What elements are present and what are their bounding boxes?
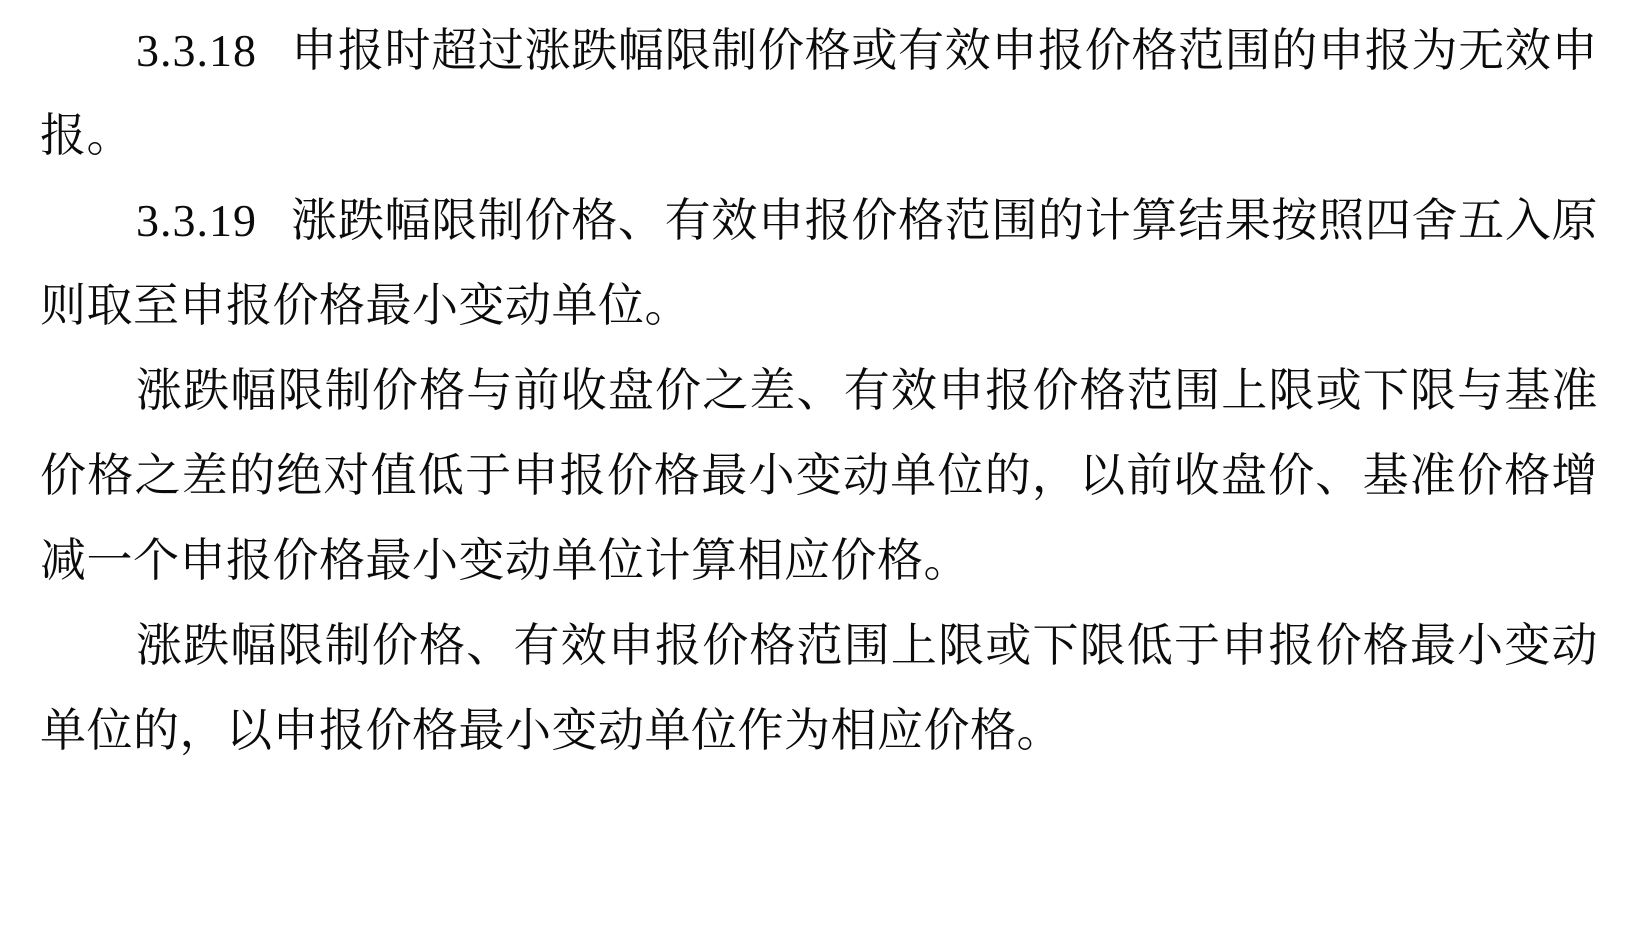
document-body: [40, 8, 1598, 773]
clause-text: 涨跌幅限制价格、有效申报价格范围的计算结果按照四舍五入原则取至申报价格最小变动单位。: [40, 193, 1598, 332]
clause-number: 3.3.18: [136, 25, 257, 76]
paragraph-3-3-18: [40, 8, 1598, 178]
paragraph-3-3-19: [40, 178, 1598, 348]
clause-number: 3.3.19: [136, 195, 257, 246]
clause-text: 涨跌幅限制价格与前收盘价之差、有效申报价格范围上限或下限与基准价格之差的绝对值低于申报价格最小变动单位的，以前收盘价、基准价格增减一个申报价格最小变动单位计算相应价格。: [40, 363, 1598, 587]
paragraph-rounding-rule: [40, 348, 1598, 603]
clause-text: 申报时超过涨跌幅限制价格或有效申报价格范围的申报为无效申报。: [40, 23, 1598, 162]
paragraph-minimum-tick-rule: [40, 603, 1598, 773]
clause-text: 涨跌幅限制价格、有效申报价格范围上限或下限低于申报价格最小变动单位的，以申报价格最小变动单位作为相应价格。: [40, 618, 1598, 757]
